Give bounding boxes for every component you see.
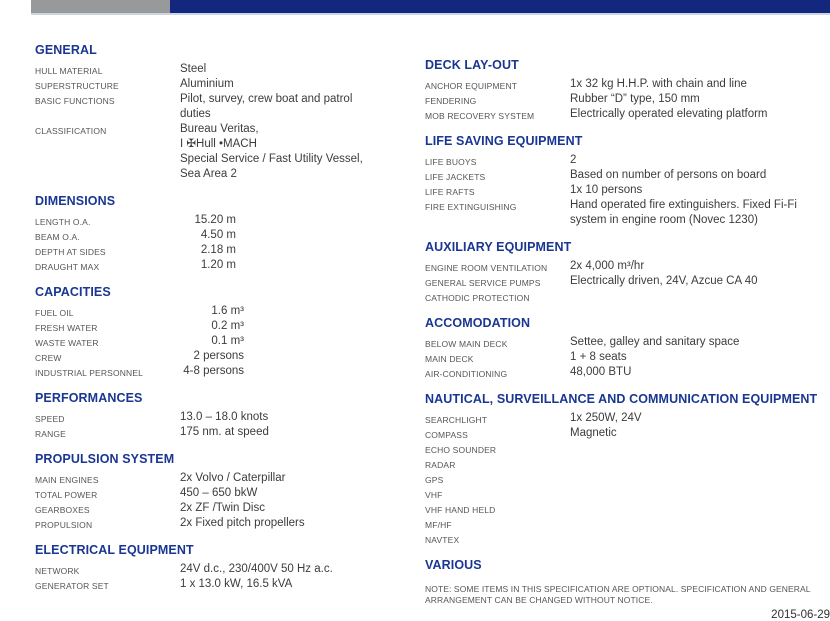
spec-row [35,304,420,319]
spec-value-line: 2.18 m [200,244,236,256]
spec-row [425,471,830,486]
section-title: CAPACITIES [35,285,111,299]
spec-row [35,349,420,364]
spec-label: SPEED [35,414,65,424]
section-deck-lay-out [425,58,830,122]
spec-value-line: Rubber “D” type, 150 mm [570,93,700,105]
spec-label: CREW [35,353,62,363]
spec-value [180,334,420,349]
spec-row [425,516,830,531]
spec-value-line: system in engine room (Novec 1230) [570,214,758,226]
spec-value-line: Aluminium [180,78,234,90]
spec-row [425,92,830,107]
spec-value [570,153,830,168]
spec-row [425,168,830,183]
spec-label: DEPTH AT SIDES [35,247,106,257]
spec-label: ANCHOR EQUIPMENT [425,81,518,91]
spec-label: CLASSIFICATION [35,126,107,136]
spec-value-line: Steel [180,63,207,75]
spec-label: LIFE BUOYS [425,157,477,167]
spec-label: CATHODIC PROTECTION [425,293,530,303]
spec-row [35,319,420,334]
spec-label: VHF [425,490,443,500]
spec-value-line: 1 + 8 seats [570,351,627,363]
spec-label: MAIN DECK [425,354,474,364]
section-title: AUXILIARY EQUIPMENT [425,240,572,254]
spec-label: BASIC FUNCTIONS [35,96,115,106]
spec-label: PROPULSION [35,520,93,530]
section-general [35,43,420,182]
spec-value-line: 48,000 BTU [570,366,632,378]
spec-value [180,364,420,379]
spec-value-line: Settee, galley and sanitary space [570,336,740,348]
spec-row [35,243,420,258]
section-title: ELECTRICAL EQUIPMENT [35,543,194,557]
spec-label: BEAM O.A. [35,232,80,242]
spec-value-line: 1 x 13.0 kW, 16.5 kVA [180,578,293,590]
spec-row [425,501,830,516]
spec-row [425,153,830,168]
spec-row [425,274,830,289]
spec-label: GENERATOR SET [35,581,109,591]
spec-label: NETWORK [35,566,80,576]
spec-value [570,77,830,92]
document-date: 2015-06-29 [771,609,830,621]
spec-label: TOTAL POWER [35,490,98,500]
footer-note-line: NOTE: SOME ITEMS IN THIS SPECIFICATION ARE OPTIONAL. SPECIFICATION AND GENERAL [425,584,811,594]
spec-row [35,486,420,501]
spec-value [570,168,830,183]
spec-value-line: 2x Volvo / Caterpillar [180,472,286,484]
spec-label: HULL MATERIAL [35,66,103,76]
header-bar-blue [170,0,830,13]
spec-row [35,562,420,577]
spec-row [425,365,830,380]
spec-row [425,259,830,274]
spec-row [35,425,420,440]
spec-value [180,213,420,228]
spec-value-line: Hand operated fire extinguishers. Fixed Fi-Fi [570,199,797,211]
section-title: ACCOMODATION [425,316,531,330]
spec-label: DRAUGHT MAX [35,262,100,272]
spec-label: ENGINE ROOM VENTILATION [425,263,548,273]
spec-value-line: 2x 4,000 m³/hr [570,260,645,272]
spec-value [570,350,830,365]
spec-row [425,426,830,441]
spec-value-line: 4-8 persons [183,365,244,377]
spec-row [35,501,420,516]
spec-row [425,77,830,92]
spec-value-line: 24V d.c., 230/400V 50 Hz a.c. [180,563,333,575]
spec-label: FRESH WATER [35,323,98,333]
spec-value [570,259,830,274]
spec-value [570,426,830,441]
spec-value [180,562,420,577]
spec-value-line: Special Service / Fast Utility Vessel, [180,153,363,165]
spec-value-line: 0.2 m³ [211,320,244,332]
spec-value [180,243,420,258]
spec-value-line: 2x Fixed pitch propellers [180,517,305,529]
spec-row [35,122,420,182]
spec-value-line: Pilot, survey, crew boat and patrol [180,93,353,105]
spec-label: FIRE EXTINGUISHING [425,202,517,212]
spec-label: FUEL OIL [35,308,74,318]
right-sections-container [425,58,830,572]
spec-label: GEARBOXES [35,505,90,515]
spec-value [180,486,420,501]
section-life-saving-equipment [425,134,830,228]
spec-value-line: 0.1 m³ [211,335,244,347]
section-title: LIFE SAVING EQUIPMENT [425,134,583,148]
spec-value-line: Based on number of persons on board [570,169,767,181]
section-capacities [35,285,420,379]
spec-label: NAVTEX [425,535,460,545]
spec-value [570,365,830,380]
spec-row [35,258,420,273]
spec-label: MF/HF [425,520,452,530]
footer-note [425,584,830,605]
spec-label: ECHO SOUNDER [425,445,497,455]
spec-label: SUPERSTRUCTURE [35,81,119,91]
right-column [425,58,830,621]
spec-value [180,122,420,182]
spec-value-line: 1x 32 kg H.H.P. with chain and line [570,78,747,90]
header-divider [31,13,830,15]
spec-value-line: 1x 10 persons [570,184,643,196]
spec-value [180,77,420,92]
spec-label: MOB RECOVERY SYSTEM [425,111,535,121]
section-title: NAUTICAL, SURVEILLANCE AND COMMUNICATION EQUIPMENT [425,392,818,406]
section-dimensions [35,194,420,273]
section-title: DECK LAY-OUT [425,58,519,72]
spec-row [425,456,830,471]
spec-row [35,213,420,228]
section-propulsion-system [35,452,420,531]
spec-row [425,350,830,365]
spec-label: GPS [425,475,444,485]
spec-label: INDUSTRIAL PERSONNEL [35,368,144,378]
spec-value [180,410,420,425]
spec-row [35,228,420,243]
spec-value-line: Bureau Veritas, [180,123,259,135]
spec-row [35,577,420,592]
spec-row [35,334,420,349]
spec-row [35,62,420,77]
spec-value [570,198,830,228]
spec-row [425,411,830,426]
section-auxiliary-equipment [425,240,830,304]
spec-row [425,486,830,501]
spec-value [570,411,830,426]
spec-label: MAIN ENGINES [35,475,99,485]
spec-value-line: duties [180,108,211,120]
spec-row [35,92,420,122]
spec-value [180,501,420,516]
spec-value [180,577,420,592]
spec-label: COMPASS [425,430,468,440]
header-bar-gray [31,0,170,13]
spec-row [425,441,830,456]
spec-label: BELOW MAIN DECK [425,339,508,349]
spec-value-line: 450 – 650 bkW [180,487,258,499]
spec-value-line: 4.50 m [200,229,236,241]
spec-value-line: 175 nm. at speed [180,426,269,438]
spec-value [570,335,830,350]
spec-row [425,198,830,228]
spec-row [35,77,420,92]
spec-value-line: I ✠Hull •MACH [180,138,257,150]
section-title: GENERAL [35,43,97,57]
spec-row [35,516,420,531]
spec-value [570,274,830,289]
spec-value [180,349,420,364]
spec-label: GENERAL SERVICE PUMPS [425,278,541,288]
section-various [425,558,830,572]
spec-value [180,62,420,77]
spec-label: LENGTH O.A. [35,217,91,227]
spec-row [425,335,830,350]
spec-value [180,516,420,531]
section-title: DIMENSIONS [35,194,116,208]
spec-value-line: 13.0 – 18.0 knots [180,411,269,423]
spec-label: AIR-CONDITIONING [425,369,508,379]
spec-value-line: Magnetic [570,427,617,439]
spec-value [570,107,830,122]
spec-value [180,471,420,486]
spec-row [425,183,830,198]
section-accomodation [425,316,830,380]
section-title: PERFORMANCES [35,391,143,405]
spec-row [425,289,830,304]
spec-row [425,107,830,122]
footer-note-line: ARRANGEMENT CAN BE CHANGED WITHOUT NOTICE. [425,594,653,605]
spec-value-line: 1.6 m³ [211,305,244,317]
spec-value-line: 1.20 m [200,259,236,271]
spec-value-line: 2 [570,154,577,166]
spec-value [570,183,830,198]
spec-value-line: Electrically operated elevating platform [570,108,768,120]
section-nautical-surveillance-and-communication-equipment [425,392,830,546]
section-title: PROPULSION SYSTEM [35,452,175,466]
spec-row [35,471,420,486]
spec-label: RANGE [35,429,66,439]
spec-value [180,319,420,334]
spec-label: FENDERING [425,96,477,106]
spec-row [425,531,830,546]
spec-label: VHF HAND HELD [425,505,496,515]
spec-value-line: 1x 250W, 24V [570,412,642,424]
spec-label: LIFE RAFTS [425,187,475,197]
spec-value [180,228,420,243]
spec-value [180,304,420,319]
section-electrical-equipment [35,543,420,592]
spec-label: LIFE JACKETS [425,172,486,182]
spec-value [570,92,830,107]
spec-value [180,425,420,440]
spec-value [180,92,420,122]
spec-label: RADAR [425,460,456,470]
left-column [35,43,420,604]
section-performances [35,391,420,440]
spec-value-line: 2x ZF /Twin Disc [180,502,265,514]
section-title: VARIOUS [425,558,482,572]
spec-value [180,258,420,273]
spec-value-line: 15.20 m [194,214,236,226]
spec-label: SEARCHLIGHT [425,415,488,425]
spec-value-line: Sea Area 2 [180,168,237,180]
spec-label: WASTE WATER [35,338,99,348]
spec-row [35,364,420,379]
spec-value-line: Electrically driven, 24V, Azcue CA 40 [570,275,758,287]
spec-row [35,410,420,425]
spec-value-line: 2 persons [193,350,244,362]
